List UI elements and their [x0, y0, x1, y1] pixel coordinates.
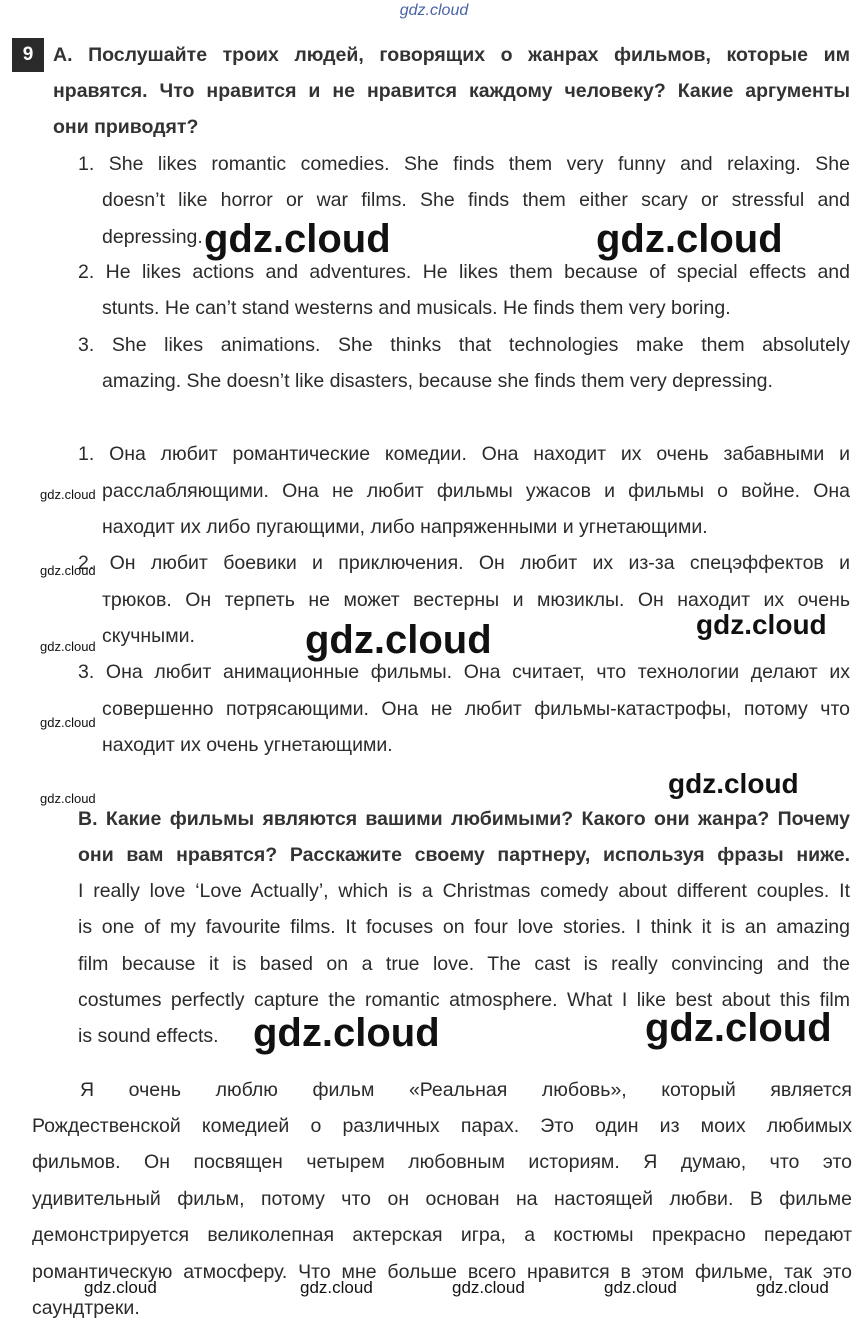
english-line: doesn’t like horror or war films. She finds them either scary or stressful and — [102, 189, 850, 211]
exercise-number-badge: 9 — [12, 38, 44, 72]
english-line: is sound effects. — [78, 1025, 219, 1047]
english-line: 3. She likes animations. She thinks that technologies make them absolutely — [78, 334, 850, 356]
russian-line: 3. Она любит анимационные фильмы. Она считает, что технологии делают их — [78, 661, 850, 683]
russian-line: совершенно потрясающими. Она не любит фильмы-катастрофы, потому что — [102, 698, 850, 720]
russian-line: 1. Она любит романтические комедии. Она находит их очень забавными и — [78, 443, 850, 465]
watermark-bottom: gdz.cloud — [756, 1278, 829, 1297]
russian-line: трюков. Он терпеть не может вестерны и мюзиклы. Он находит их очень — [102, 589, 850, 611]
instruction-line: A. Послушайте троих людей, говорящих о жанрах фильмов, которые им — [53, 44, 850, 66]
watermark-small: gdz.cloud — [40, 639, 96, 654]
watermark-bottom: gdz.cloud — [84, 1278, 157, 1297]
english-line: depressing. — [102, 226, 203, 248]
russian-line: Я очень люблю фильм «Реальная любовь», который является — [80, 1079, 852, 1101]
watermark-small: gdz.cloud — [40, 563, 96, 578]
english-line: I really love ‘Love Actually’, which is a Christmas comedy about different couples. It — [78, 880, 850, 902]
watermark-bottom: gdz.cloud — [300, 1278, 373, 1297]
watermark-bottom: gdz.cloud — [452, 1278, 525, 1297]
watermark-small: gdz.cloud — [40, 715, 96, 730]
watermark-large: gdz.cloud — [305, 618, 492, 662]
english-line: stunts. He can’t stand westerns and musicals. He finds them very boring. — [102, 297, 731, 319]
watermark-medium: gdz.cloud — [696, 609, 827, 640]
watermark-large: gdz.cloud — [645, 1006, 832, 1050]
watermark-small: gdz.cloud — [40, 487, 96, 502]
russian-line: удивительный фильм, потому что он основан на настоящей любви. В фильме — [32, 1188, 852, 1210]
russian-line: саундтреки. — [32, 1297, 140, 1319]
english-line: 2. He likes actions and adventures. He likes them because of special effects and — [78, 261, 850, 283]
russian-line: Рождественской комедией о различных парах. Это один из моих любимых — [32, 1115, 852, 1137]
russian-line: фильмов. Он посвящен четырем любовным историям. Я думаю, что это — [32, 1151, 852, 1173]
watermark-large: gdz.cloud — [204, 217, 391, 261]
english-line: 1. She likes romantic comedies. She finds them very funny and relaxing. She — [78, 153, 850, 175]
english-line: costumes perfectly capture the romantic atmosphere. What I like best about this film — [78, 989, 850, 1011]
instruction-line: они приводят? — [53, 116, 199, 138]
top-watermark: gdz.cloud — [399, 2, 469, 19]
instruction-line: они вам нравятся? Расскажите своему партнеру, используя фразы ниже. — [78, 844, 850, 866]
russian-line: скучными. — [102, 625, 195, 647]
russian-line: демонстрируется великолепная актерская игра, а костюмы прекрасно передают — [32, 1224, 852, 1246]
watermark-small: gdz.cloud — [40, 791, 96, 806]
watermark-medium: gdz.cloud — [668, 768, 799, 799]
english-line: amazing. She doesn’t like disasters, because she finds them very depressing. — [102, 370, 773, 392]
russian-line: расслабляющими. Она не любит фильмы ужасов и фильмы о войне. Она — [102, 480, 850, 502]
instruction-line: B. Какие фильмы являются вашими любимыми? Какого они жанра? Почему — [78, 808, 850, 830]
instruction-line: нравятся. Что нравится и не нравится каждому человеку? Какие аргументы — [53, 80, 850, 102]
russian-line: романтическую атмосферу. Что мне больше всего нравится в этом фильме, так это — [32, 1261, 852, 1283]
english-line: is one of my favourite films. It focuses on four love stories. I think it is an amazing — [78, 916, 850, 938]
watermark-large: gdz.cloud — [596, 217, 783, 261]
watermark-bottom: gdz.cloud — [604, 1278, 677, 1297]
watermark-large: gdz.cloud — [253, 1011, 440, 1055]
english-line: film because it is based on a true love. The cast is really convincing and the — [78, 953, 850, 975]
russian-line: 2. Он любит боевики и приключения. Он любит их из-за спецэффектов и — [78, 552, 850, 574]
russian-line: находит их либо пугающими, либо напряженными и угнетающими. — [102, 516, 708, 538]
russian-line: находит их очень угнетающими. — [102, 734, 393, 756]
